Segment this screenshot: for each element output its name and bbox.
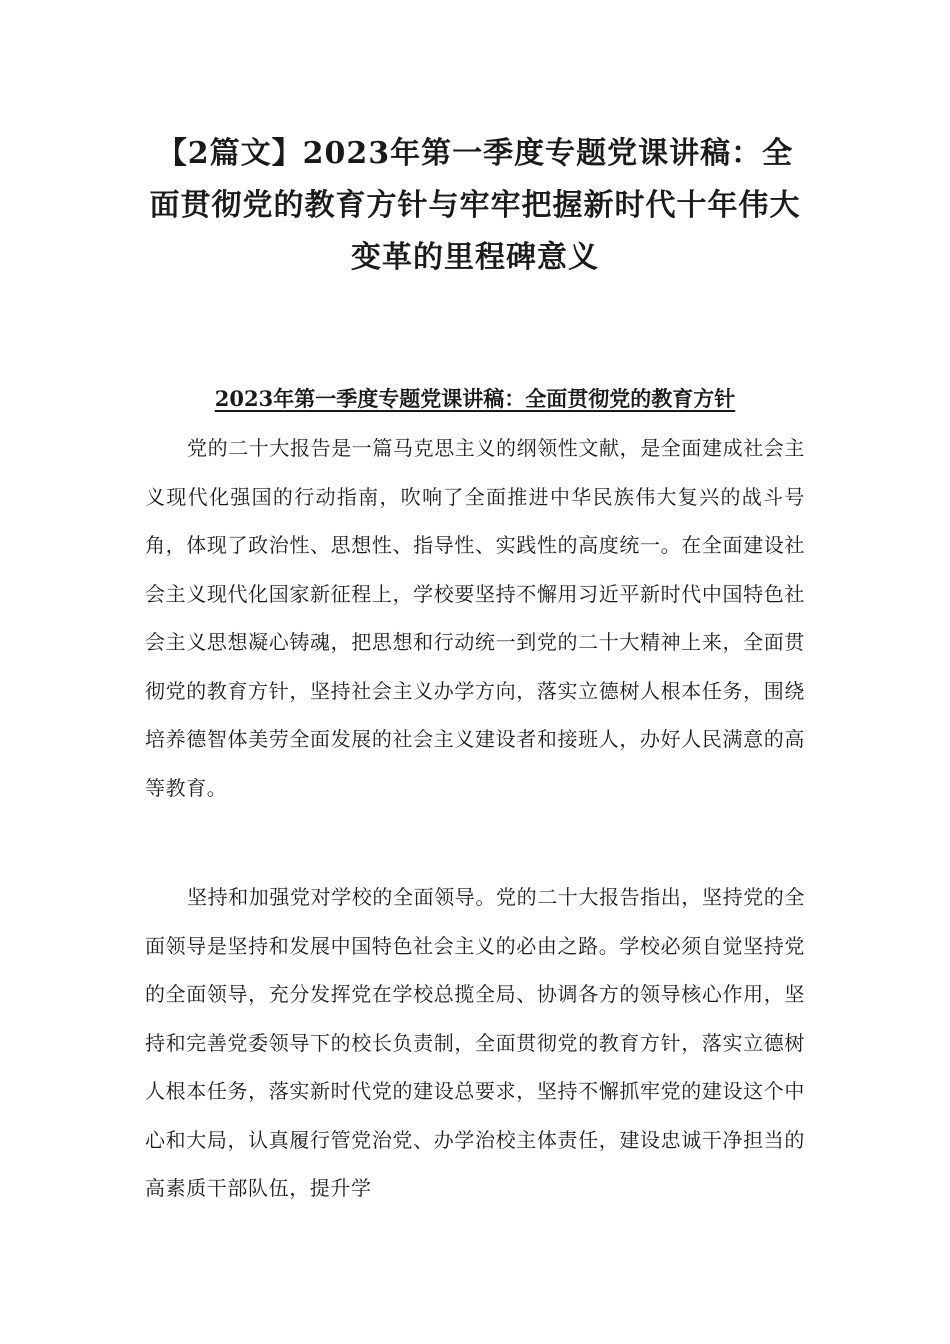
section-heading: 2023年第一季度专题党课讲稿：全面贯彻党的教育方针 <box>214 386 736 411</box>
body-paragraph-2: 坚持和加强党对学校的全面领导。党的二十大报告指出，坚持党的全面领导是坚持和发展中国特色社会主义的必由之路。学校必须自觉坚持党的全面领导，充分发挥党在学校总揽全局、协调各方的领导核心作用，坚持和完善党委领导下的校长负责制，全面贯彻党的教育方针，落实立德树人根本任务，落实新时代党的建设总要求，坚持不懈抓牢党的建设这个中心和大局，认真履行管党治党、办学治校主体责任，建设忠诚干净担当的高素质干部队伍，提升学 <box>145 885 805 1200</box>
body-paragraph-1: 党的二十大报告是一篇马克思主义的纲领性文献，是全面建成社会主义现代化强国的行动指南，吹响了全面推进中华民族伟大复兴的战斗号角，体现了政治性、思想性、指导性、实践性的高度统一。在全面建设社会主义现代化国家新征程上，学校要坚持不懈用习近平新时代中国特色社会主义思想凝心铸魂，把思想和行动统一到党的二十大精神上来，全面贯彻党的教育方针，坚持社会主义办学方向，落实立德树人根本任务，围绕培养德智体美劳全面发展的社会主义建设者和接班人，办好人民满意的高等教育。 <box>145 436 805 800</box>
document-title: 【2篇文】2023年第一季度专题党课讲稿：全面贯彻党的教育方针与牢牢把握新时代十年伟大变革的里程碑意义 <box>149 136 801 275</box>
